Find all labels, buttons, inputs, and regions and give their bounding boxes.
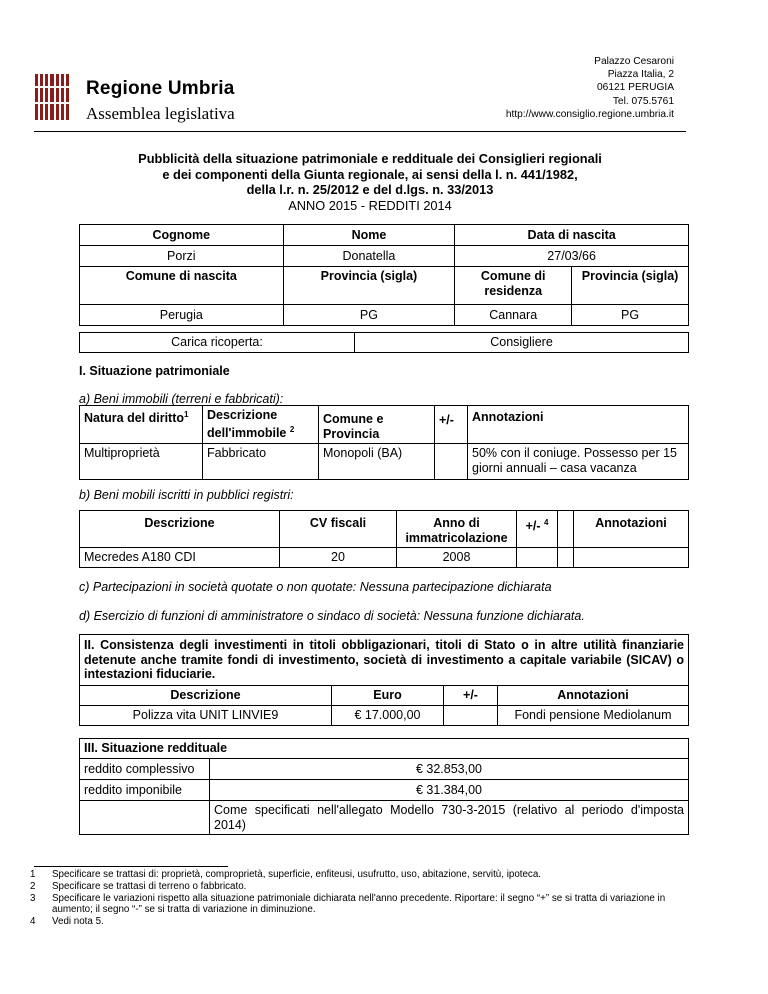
value-nome: Donatella	[283, 246, 455, 267]
footnote-number: 3	[30, 892, 36, 904]
header-comune-residenza: Comune di residenza	[455, 267, 572, 305]
value-data-nascita: 27/03/66	[455, 246, 689, 267]
document-heading	[80, 151, 660, 213]
footnote-number: 4	[30, 916, 36, 928]
person-table	[79, 224, 689, 326]
cell-variazione	[444, 705, 498, 725]
mobili-table	[79, 510, 689, 568]
col-descrizione: Descrizione	[80, 685, 332, 705]
funzioni-text: d) Esercizio di funzioni di amministratore o sindaco di società: Nessuna funzione dichiarata.	[79, 609, 585, 623]
footnote-ref: 4	[543, 518, 549, 527]
header-divider	[34, 131, 686, 132]
cell-descrizione: Fabbricato	[203, 444, 319, 480]
cell-annotazioni: 50% con il coniuge. Possesso per 15 giorni annuali – casa vacanza	[468, 444, 689, 480]
footnote-text: Specificare le variazioni rispetto alla situazione patrimoniale dichiarata nell'anno precedente. Riportare: il segno “+” se si tratta di variazione in aumento; il segno “-” se si tratta di variazione in diminuzione.	[52, 892, 666, 916]
col-cv-fiscali: CV fiscali	[280, 511, 397, 548]
subsection-title: b) Beni mobili iscritti in pubblici registri:	[79, 488, 294, 502]
footnote-text: Specificare se trattasi di terreno o fabbricato.	[52, 880, 247, 892]
col-euro: Euro	[332, 685, 444, 705]
carica-table	[79, 332, 689, 353]
footnote-number: 1	[30, 869, 36, 880]
cell-natura: Multiproprietà	[80, 444, 203, 480]
cell-descrizione: Mecredes A180 CDI	[80, 548, 280, 568]
value-cognome: Porzi	[80, 246, 284, 267]
heading-line: Pubblicità della situazione patrimoniale e reddituale dei Consiglieri regionali	[138, 151, 602, 166]
footnote-divider	[34, 866, 228, 867]
value-provincia-nascita: PG	[283, 305, 455, 326]
col-annotazioni: Annotazioni	[468, 406, 689, 444]
value-comune-nascita: Perugia	[80, 305, 284, 326]
header-nome: Nome	[283, 225, 455, 246]
address-block	[506, 55, 674, 121]
col-variazione: +/-	[525, 519, 541, 534]
cell-annotazioni	[574, 548, 689, 568]
heading-year: ANNO 2015 - REDDITI 2014	[288, 197, 452, 213]
partecipazioni-text: c) Partecipazioni in società quotate o non quotate: Nessuna partecipazione dichiarata	[79, 580, 552, 594]
org-subtitle: Assemblea legislativa	[86, 104, 235, 123]
footnote	[30, 869, 690, 881]
cell-variazione	[517, 548, 558, 568]
carica-label: Carica ricoperta:	[80, 333, 355, 353]
footnote	[30, 881, 690, 893]
col-descrizione: Descrizione	[80, 511, 280, 548]
cell-variazione	[435, 444, 468, 480]
address-line: 06121 PERUGIA	[596, 82, 674, 94]
address-line: Tel. 075.5761	[612, 95, 674, 107]
col-natura: Natura del diritto	[84, 411, 185, 426]
footnote-text: Specificare se trattasi di: proprietà, comproprietà, superficie, enfiteusi, usufrutto, uso, abitazione, servitù, ipoteca.	[52, 869, 542, 880]
col-variazione: +/-	[444, 685, 498, 705]
footnote-number: 2	[30, 880, 36, 892]
regione-umbria-logo-icon	[34, 72, 70, 122]
footnotes	[30, 869, 690, 928]
value-comune-residenza: Cannara	[455, 305, 572, 326]
row-label: reddito imponibile	[80, 780, 210, 801]
row-value: Come specificati nell'allegato Modello 730-3-2015 (relativo al periodo d'imposta 2014)	[210, 801, 689, 835]
heading-line: della l.r. n. 25/2012 e del d.lgs. n. 33/2013	[246, 182, 494, 197]
subsection-title: a) Beni immobili (terreni e fabbricati):	[79, 392, 284, 406]
row-value: € 31.384,00	[210, 780, 689, 801]
address-line: Palazzo Cesaroni	[594, 56, 674, 67]
footnote-text: Vedi nota 5.	[52, 916, 104, 928]
cell-cv-fiscali: 20	[280, 548, 397, 568]
website-link[interactable]: http://www.consiglio.regione.umbria.it	[505, 108, 674, 120]
footnote	[30, 916, 690, 928]
col-annotazioni: Annotazioni	[498, 685, 689, 705]
header-comune-nascita: Comune di nascita	[80, 267, 284, 305]
section-title: I. Situazione patrimoniale	[79, 364, 230, 378]
footnote	[30, 893, 690, 917]
immobili-table	[79, 405, 689, 480]
row-label: reddito complessivo	[80, 759, 210, 780]
header-provincia-residenza: Provincia (sigla)	[572, 267, 689, 305]
row-value: € 32.853,00	[210, 759, 689, 780]
section-title: III. Situazione reddituale	[80, 739, 689, 759]
investimenti-table	[79, 634, 689, 726]
cell-euro: € 17.000,00	[332, 705, 444, 725]
value-provincia-residenza: PG	[572, 305, 689, 326]
col-annotazioni: Annotazioni	[574, 511, 689, 548]
reddituale-table	[79, 738, 689, 835]
cell-comune: Monopoli (BA)	[319, 444, 435, 480]
footnote-ref: 1	[184, 410, 189, 419]
header-data-nascita: Data di nascita	[455, 225, 689, 246]
cell-annotazioni: Fondi pensione Mediolanum	[498, 705, 689, 725]
address-line: Piazza Italia, 2	[607, 69, 674, 81]
heading-line: e dei componenti della Giunta regionale, ai sensi della l. n. 441/1982,	[162, 166, 578, 182]
cell-descrizione: Polizza vita UNIT LINVIE9	[80, 705, 332, 725]
carica-value: Consigliere	[355, 333, 689, 353]
col-comune: Comune e Provincia	[319, 406, 435, 444]
section-title: II. Consistenza degli investimenti in titoli obbligazionari, titoli di Stato o in altre utilità finanziarie detenute anche tramite fondi di investimento, società di investimento a capitale variabile (SICAV) o intestazioni fiduciarie.	[80, 635, 689, 686]
cell-anno: 2008	[397, 548, 517, 568]
col-anno: Anno di immatricolazione	[397, 511, 517, 548]
header-provincia-nascita: Provincia (sigla)	[283, 267, 455, 305]
col-variazione: +/-	[439, 413, 454, 428]
org-title: Regione Umbria	[86, 78, 235, 99]
row-label	[80, 801, 210, 835]
header-cognome: Cognome	[80, 225, 284, 246]
footnote-ref: 2	[289, 424, 295, 434]
col-descrizione: Descrizione dell'immobile	[207, 408, 287, 440]
